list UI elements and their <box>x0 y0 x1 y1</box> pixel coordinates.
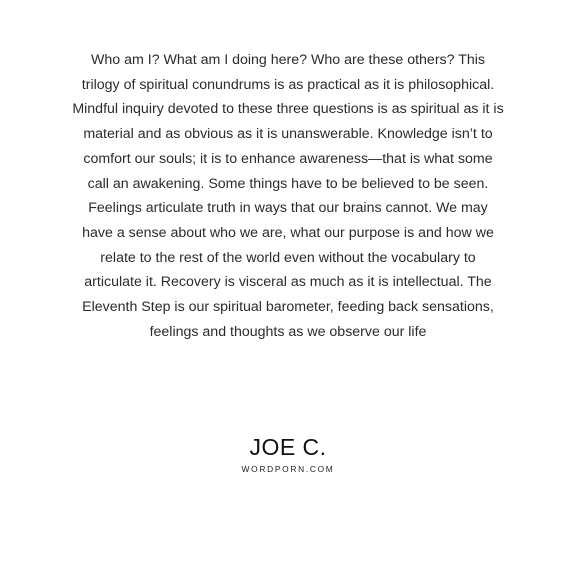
quote-line: Eleventh Step is our spiritual barometer, feeding back sensations, <box>82 299 494 316</box>
quote-line: call an awakening. Some things have to be believed to be seen. <box>87 175 489 192</box>
quote-line: have a sense about who we are, what our purpose is and how we <box>82 224 494 241</box>
quote-line: Feelings articulate truth in ways that our brains cannot. We may <box>88 200 488 217</box>
source-site: WORDPORN.COM <box>241 464 335 474</box>
quote-text <box>40 48 536 344</box>
author-name: JOE C. <box>249 434 327 460</box>
quote-line: Mindful inquiry devoted to these three questions is as spiritual as it is <box>72 101 504 118</box>
quote-line: feelings and thoughts as we observe our life <box>149 323 427 340</box>
quote-line: material and as obvious as it is unanswerable. Knowledge isn’t to <box>83 126 493 143</box>
quote-line: trilogy of spiritual conundrums is as practical as it is philosophical. <box>81 76 495 93</box>
quote-line: relate to the rest of the world even without the vocabulary to <box>100 249 476 266</box>
quote-line: Who am I? What am I doing here? Who are these others? This <box>90 52 486 68</box>
quote-line: comfort our souls; it is to enhance awareness—that is what some <box>83 150 493 167</box>
quote-line: articulate it. Recovery is visceral as much as it is intellectual. The <box>84 274 492 291</box>
